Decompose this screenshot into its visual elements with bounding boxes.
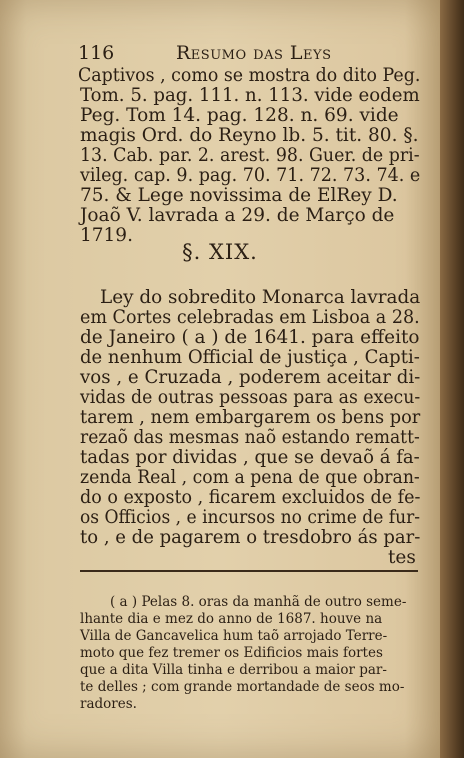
running-head — [78, 42, 418, 66]
text-line: do o exposto , ficarem excluidos de fe- — [80, 487, 421, 508]
section-heading: §. XIX. — [182, 240, 258, 264]
footnote-line: que a dita Villa tinha e derribou a maior par- — [80, 662, 387, 678]
footnote-line: moto que fez tremer os Edificios mais fortes — [80, 645, 383, 661]
catchword: tes — [388, 547, 416, 568]
text-line: Ley do sobredito Monarca lavrada — [100, 287, 421, 308]
text-line: Tom. 5. pag. 111. n. 113. vide eodem — [80, 85, 420, 106]
footnote-line: te delles ; com grande mortandade de seos mo- — [80, 679, 405, 695]
text-line: 1719. — [80, 225, 133, 246]
text-line: vidas de outras pessoas para as execu- — [80, 387, 421, 408]
footnote-line: radores. — [80, 696, 137, 712]
text-line: em Cortes celebradas em Lisboa a 28. — [80, 307, 420, 328]
text-line: zenda Real , com a pena de que obran- — [80, 467, 420, 488]
footnote-line: lhante dia e mez do anno de 1687. houve na — [80, 611, 383, 627]
text-line: Peg. Tom 14. pag. 128. n. 69. vide — [80, 105, 399, 126]
text-line: to , e de pagarem o tresdobro ás par- — [80, 527, 421, 548]
text-line: Captivos , como se mostra do dito Peg. — [78, 65, 421, 86]
text-line: rezaõ das mesmas naõ estando rematt- — [80, 427, 420, 448]
footnote-line: ( a ) Pelas 8. oras da manhã de outro seme- — [110, 594, 407, 610]
text-line: tadas por dividas , que se devaõ á fa- — [80, 447, 420, 468]
text-line: 75. & Lege novissima de ElRey D. — [80, 185, 398, 206]
page-number: 116 — [78, 42, 115, 64]
footnote-line: Villa de Gancavelica hum taõ arrojado Terre- — [80, 628, 388, 644]
text-line: vos , e Cruzada , poderem aceitar di- — [80, 367, 421, 388]
text-line: vileg. cap. 9. pag. 70. 71. 72. 73. 74. e — [80, 165, 421, 186]
text-line: de Janeiro ( a ) de 1641. para effeito — [80, 327, 420, 348]
text-line: Joaõ V. lavrada a 29. de Março de — [80, 205, 395, 226]
text-line: 13. Cab. par. 2. arest. 98. Guer. de pri- — [80, 145, 420, 166]
running-head-title: Resumo das Leys — [176, 42, 332, 64]
footnote-rule — [80, 570, 418, 572]
text-line: de nenhum Official de justiça , Capti- — [80, 347, 420, 368]
text-line: os Officios , e incursos no crime de fur- — [80, 507, 421, 528]
text-line: tarem , nem embargarem os bens por — [80, 407, 421, 428]
page-edge — [440, 0, 464, 758]
text-line: magis Ord. do Reyno lb. 5. tit. 80. §. — [80, 125, 419, 146]
